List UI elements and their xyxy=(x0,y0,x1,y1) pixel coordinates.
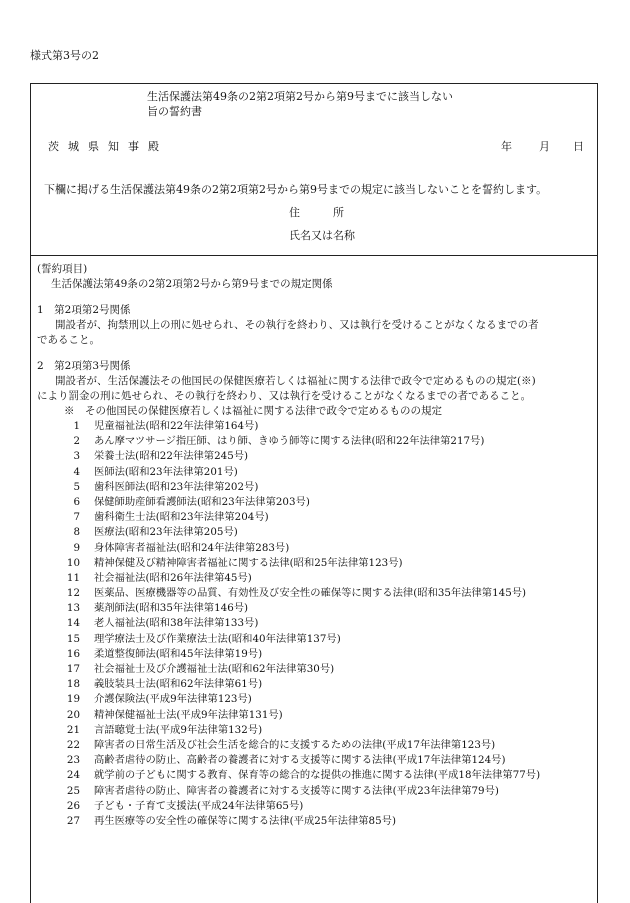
law-item xyxy=(37,449,591,464)
law-item xyxy=(37,768,591,783)
pledge-statement: 下欄に掲げる生活保護法第49条の2第2項第2号から第9号までの規定に該当しないことを誓約します。 xyxy=(44,183,548,196)
law-item xyxy=(37,586,591,601)
law-number: 20 xyxy=(66,708,80,721)
law-number: 9 xyxy=(73,541,80,554)
law-number: 23 xyxy=(66,754,80,767)
law-item xyxy=(37,738,591,753)
date-month: 月 xyxy=(539,140,550,153)
law-name: 栄養士法(昭和22年法律第245号) xyxy=(94,450,249,463)
law-item xyxy=(37,784,591,799)
items-header: (誓約項目) xyxy=(37,263,88,275)
law-name: 歯科衛生士法(昭和23年法律第204号) xyxy=(94,511,269,524)
law-name: 老人福祉法(昭和38年法律第133号) xyxy=(94,617,259,630)
law-number: 2 xyxy=(73,435,80,448)
law-item xyxy=(37,601,591,616)
section2-note: ※ その他国民の保健医療若しくは福祉に関する法律で政令で定めるものの規定 xyxy=(64,405,442,417)
law-name: 就学前の子どもに関する教育、保育等の総合的な提供の推進に関する法律(平成18年法律第77号) xyxy=(94,769,541,782)
law-name: あん摩マツサージ指圧師、はり師、きゆう師等に関する法律(昭和22年法律第217号) xyxy=(94,435,485,448)
form-label: 様式第3号の2 xyxy=(30,49,99,62)
law-item xyxy=(37,541,591,556)
law-number: 26 xyxy=(66,799,80,812)
law-item xyxy=(37,525,591,540)
law-number: 13 xyxy=(66,602,80,615)
section1-heading: 1 第2項第2号関係 xyxy=(37,304,131,316)
law-name: 介護保険法(平成9年法律第123号) xyxy=(94,693,252,706)
law-list xyxy=(37,419,591,829)
section1-text-line1: 開設者が、拘禁刑以上の刑に処せられ、その執行を終わり、又は執行を受けることがなくなるまでの者 xyxy=(55,319,539,331)
law-name: 理学療法士及び作業療法士法(昭和40年法律第137号) xyxy=(94,632,341,645)
law-number: 15 xyxy=(66,632,80,645)
law-name: 薬剤師法(昭和35年法律第146号) xyxy=(94,602,249,615)
law-item xyxy=(37,434,591,449)
law-name: 社会福祉法(昭和26年法律第45号) xyxy=(94,571,252,584)
law-number: 18 xyxy=(66,678,80,691)
addressee: 茨城県知事殿 xyxy=(48,140,168,153)
law-item xyxy=(37,480,591,495)
law-name: 精神保健及び精神障害者福祉に関する法律(昭和25年法律第123号) xyxy=(94,556,403,569)
law-number: 24 xyxy=(66,769,80,782)
law-name: 義肢装具士法(昭和62年法律第61号) xyxy=(94,678,263,691)
section2-heading: 2 第2項第3号関係 xyxy=(37,360,131,372)
law-name: 障害者の日常生活及び社会生活を総合的に支援するための法律(平成17年法律第123号) xyxy=(94,738,496,751)
title-line-2: 旨の誓約書 xyxy=(147,105,202,119)
law-number: 7 xyxy=(73,511,80,524)
law-name: 精神保健福祉士法(平成9年法律第131号) xyxy=(94,708,283,721)
document-title xyxy=(147,89,453,119)
law-number: 25 xyxy=(66,784,80,797)
title-line-1: 生活保護法第49条の2第2項第2号から第9号までに該当しない xyxy=(147,90,453,103)
law-number: 8 xyxy=(73,526,80,539)
law-number: 10 xyxy=(66,556,80,569)
section1-text-line2: であること。 xyxy=(37,334,100,346)
law-number: 27 xyxy=(66,814,80,827)
law-item xyxy=(37,708,591,723)
law-item xyxy=(37,692,591,707)
law-name: 児童福祉法(昭和22年法律第164号) xyxy=(94,420,259,432)
law-name: 医薬品、医療機器等の品質、有効性及び安全性の確保等に関する法律(昭和35年法律第145号) xyxy=(94,587,527,600)
law-name: 障害者虐待の防止、障害者の養護者に対する支援等に関する法律(平成23年法律第79号) xyxy=(94,784,499,797)
section2-text-line1: 開設者が、生活保護法その他国民の保健医療若しくは福祉に関する法律で政令で定めるものの規定(※) xyxy=(55,375,536,387)
law-item xyxy=(37,799,591,814)
date-day: 日 xyxy=(573,140,584,153)
pledge-header-section xyxy=(31,84,597,256)
law-name: 医師法(昭和23年法律第201号) xyxy=(94,465,238,478)
law-item xyxy=(37,510,591,525)
law-item xyxy=(37,616,591,631)
law-number: 22 xyxy=(66,738,80,751)
law-number: 17 xyxy=(66,663,80,675)
law-item xyxy=(37,571,591,586)
name-label: 氏名又は名称 xyxy=(289,229,355,242)
pledge-items-section xyxy=(31,256,597,829)
pledge-form xyxy=(30,83,598,903)
law-item xyxy=(37,419,591,434)
address-label: 住 所 xyxy=(289,206,344,219)
law-number: 12 xyxy=(66,587,80,600)
law-name: 柔道整復師法(昭和45年法律第19号) xyxy=(94,647,263,660)
law-name: 子ども・子育て支援法(平成24年法律第65号) xyxy=(94,799,304,812)
law-name: 言語聴覚士法(平成9年法律第132号) xyxy=(94,723,263,736)
law-item xyxy=(37,723,591,738)
law-name: 高齢者虐待の防止、高齢者の養護者に対する支援等に関する法律(平成17年法律第124号) xyxy=(94,754,506,767)
date-year: 年 xyxy=(501,140,512,153)
law-number: 3 xyxy=(73,450,80,463)
law-name: 歯科医師法(昭和23年法律第202号) xyxy=(94,480,259,493)
law-number: 5 xyxy=(73,480,80,493)
law-item xyxy=(37,647,591,662)
law-number: 6 xyxy=(73,495,80,508)
items-subtitle: 生活保護法第49条の2第2項第2号から第9号までの規定関係 xyxy=(51,278,333,290)
law-number: 19 xyxy=(66,693,80,706)
section2-text-line2: により罰金の刑に処せられ、その執行を終わり、又は執行を受けることがなくなるまでの者であること。 xyxy=(37,390,532,402)
law-number: 11 xyxy=(66,571,80,584)
law-number: 21 xyxy=(66,723,80,736)
law-name: 再生医療等の安全性の確保等に関する法律(平成25年法律第85号) xyxy=(94,814,396,827)
law-item xyxy=(37,677,591,692)
law-item xyxy=(37,495,591,510)
law-number: 1 xyxy=(73,420,80,432)
law-number: 4 xyxy=(73,465,80,478)
date-field xyxy=(501,140,584,154)
law-name: 社会福祉士及び介護福祉士法(昭和62年法律第30号) xyxy=(94,663,335,675)
law-item xyxy=(37,556,591,571)
law-item xyxy=(37,632,591,647)
law-item xyxy=(37,753,591,768)
law-name: 医療法(昭和23年法律第205号) xyxy=(94,526,238,539)
law-item xyxy=(37,662,591,677)
law-name: 身体障害者福祉法(昭和24年法律第283号) xyxy=(94,541,290,554)
law-number: 16 xyxy=(66,647,80,660)
law-item xyxy=(37,814,591,829)
law-item xyxy=(37,465,591,480)
law-name: 保健師助産師看護師法(昭和23年法律第203号) xyxy=(94,495,310,508)
law-number: 14 xyxy=(66,617,80,630)
